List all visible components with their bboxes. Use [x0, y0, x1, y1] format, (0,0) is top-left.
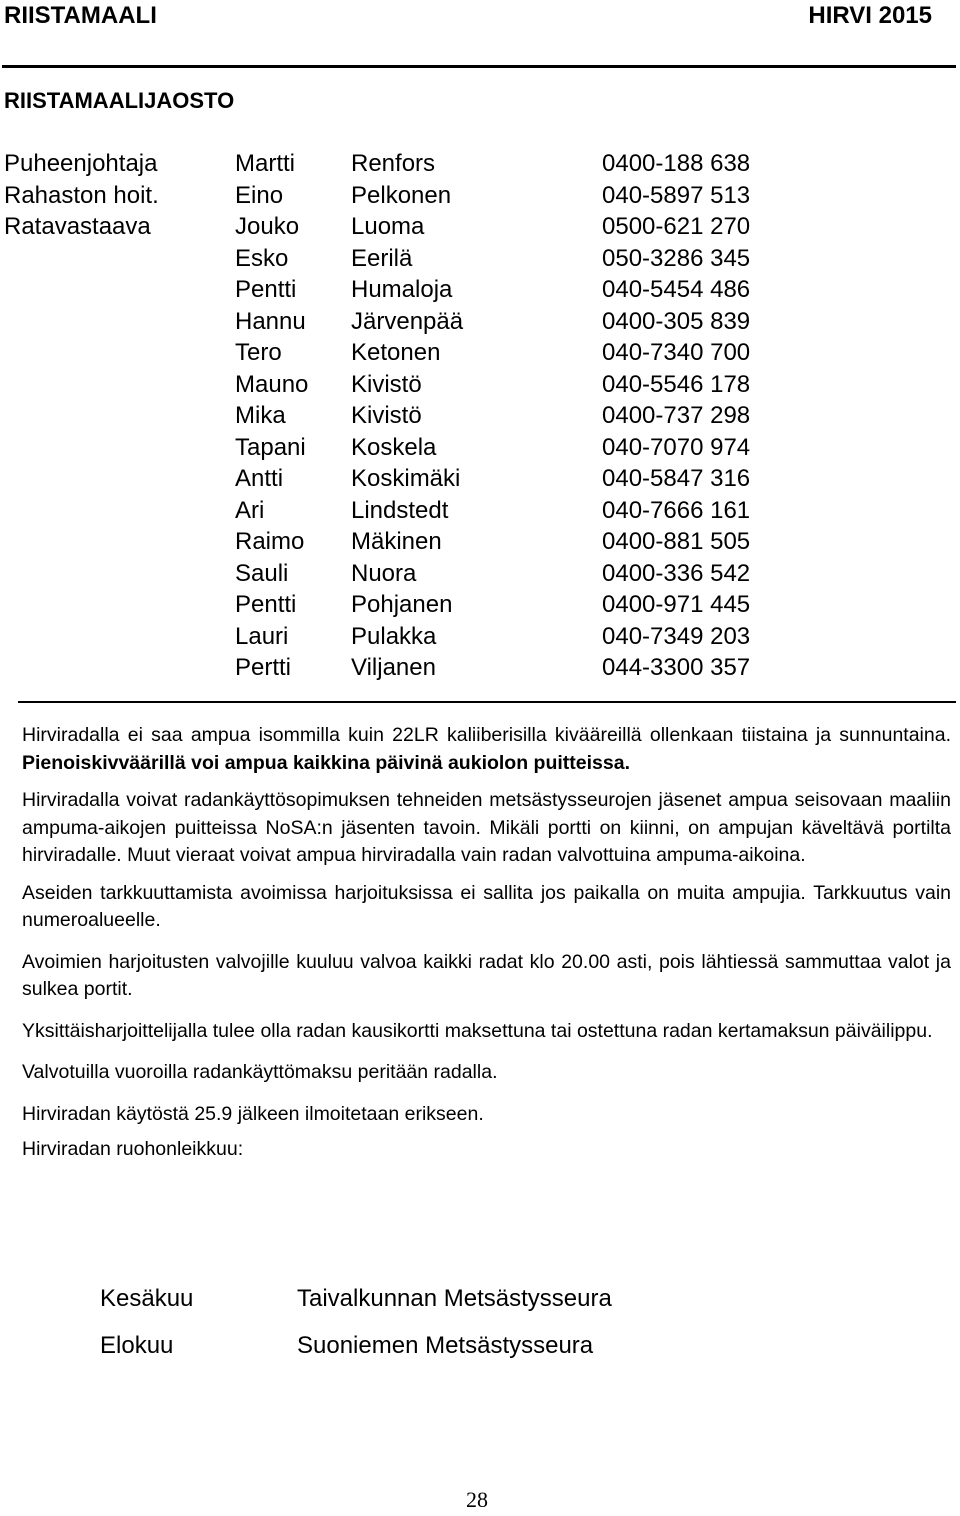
rule-paragraph: Hirviradan käytöstä 25.9 jälkeen ilmoitetaan erikseen.	[22, 1102, 484, 1125]
member-first-name: Mika	[235, 402, 286, 429]
page-header	[4, 0, 932, 30]
member-first-name: Jouko	[235, 213, 300, 240]
member-phone: 040-7666 161	[602, 496, 751, 524]
member-first-name: Lauri	[235, 622, 289, 650]
member-role: Rahaston hoit.	[4, 181, 159, 209]
member-last-name: Eerilä	[351, 244, 413, 272]
rule-paragraph: Aseiden tarkkuuttamista avoimissa harjoituksissa ei sallita jos paikalla on muita ampujia. Tarkkuutus vain numeroalueelle.	[22, 881, 951, 931]
member-row	[4, 148, 864, 180]
member-row	[4, 274, 864, 306]
member-row	[4, 243, 864, 275]
member-row	[4, 400, 864, 432]
rule-paragraph	[22, 722, 951, 777]
member-phone: 0400-188 638	[602, 150, 751, 177]
member-row	[4, 621, 864, 653]
member-first-name: Mauno	[235, 370, 309, 398]
member-last-name: Viljanen	[351, 654, 436, 681]
header-divider	[2, 65, 956, 68]
member-first-name: Hannu	[235, 307, 306, 335]
member-last-name: Järvenpää	[351, 307, 464, 335]
rule-text-bold: Pienoiskivväärillä voi ampua kaikkina päivinä aukiolon puitteissa.	[22, 751, 630, 774]
member-phone: 050-3286 345	[602, 244, 751, 272]
rules-text	[22, 722, 951, 1174]
member-phone: 0400-881 505	[602, 528, 751, 555]
mowing-month: Kesäkuu	[100, 1285, 194, 1312]
member-phone: 040-5454 486	[602, 276, 751, 303]
member-phone: 040-5897 513	[602, 181, 751, 209]
rule-text: Hirviradalla ei saa ampua isommilla kuin 22LR kaliiberisilla kivääreillä ollenkaan tiistaina ja sunnuntaina.	[22, 724, 951, 746]
member-phone: 0400-305 839	[602, 307, 751, 335]
member-row	[4, 495, 864, 527]
member-last-name: Pulakka	[351, 622, 437, 650]
member-row	[4, 526, 864, 558]
header-section: HIRVI 2015	[808, 2, 932, 29]
member-list	[4, 148, 864, 684]
page-number: 28	[466, 1487, 488, 1512]
member-last-name: Nuora	[351, 559, 417, 587]
member-last-name: Kivistö	[351, 370, 422, 398]
member-phone: 040-7340 700	[602, 339, 751, 366]
member-phone: 040-5847 316	[602, 465, 751, 492]
member-row	[4, 180, 864, 212]
member-last-name: Pohjanen	[351, 591, 453, 618]
member-last-name: Mäkinen	[351, 528, 442, 555]
member-first-name: Ari	[235, 496, 265, 524]
member-first-name: Eino	[235, 181, 284, 209]
member-row	[4, 369, 864, 401]
member-first-name: Pertti	[235, 654, 292, 681]
member-last-name: Koskimäki	[351, 465, 461, 492]
member-row	[4, 211, 864, 243]
member-last-name: Kivistö	[351, 402, 422, 429]
member-first-name: Antti	[235, 465, 284, 492]
rule-paragraph: Yksittäisharjoittelijalla tulee olla radan kausikortti maksettuna tai ostettuna radan kertamaksun päiväilippu.	[22, 1019, 933, 1042]
member-phone: 040-5546 178	[602, 370, 751, 398]
member-phone: 044-3300 357	[602, 654, 751, 681]
member-role: Ratavastaava	[4, 213, 151, 240]
member-row	[4, 463, 864, 495]
member-row	[4, 589, 864, 621]
member-phone: 0500-621 270	[602, 213, 751, 240]
section-divider	[18, 701, 956, 703]
mowing-club: Taivalkunnan Metsästysseura	[297, 1285, 612, 1312]
member-last-name: Pelkonen	[351, 181, 452, 209]
header-title: RIISTAMAALI	[4, 2, 157, 29]
member-last-name: Lindstedt	[351, 496, 449, 524]
member-phone: 040-7070 974	[602, 433, 751, 461]
member-row	[4, 306, 864, 338]
member-last-name: Humaloja	[351, 276, 453, 303]
member-phone: 0400-971 445	[602, 591, 751, 618]
member-row	[4, 652, 864, 684]
member-first-name: Raimo	[235, 528, 305, 555]
member-first-name: Esko	[235, 244, 289, 272]
member-first-name: Martti	[235, 150, 295, 177]
member-first-name: Tero	[235, 339, 282, 366]
rule-paragraph: Avoimien harjoitusten valvojille kuuluu valvoa kaikki radat klo 20.00 asti, pois lähtiessä sammuttaa valot ja sulkea portit.	[22, 950, 951, 1000]
mowing-heading: Hirviradan ruohonleikkuu:	[22, 1138, 244, 1160]
member-last-name: Ketonen	[351, 339, 441, 366]
mowing-month: Elokuu	[100, 1332, 174, 1359]
member-role: Puheenjohtaja	[4, 150, 158, 177]
member-first-name: Sauli	[235, 559, 289, 587]
member-last-name: Renfors	[351, 150, 436, 177]
member-phone: 0400-737 298	[602, 402, 751, 429]
member-row	[4, 337, 864, 369]
member-row	[4, 558, 864, 590]
member-phone: 0400-336 542	[602, 559, 751, 587]
member-first-name: Tapani	[235, 433, 306, 461]
member-first-name: Pentti	[235, 591, 297, 618]
mowing-club: Suoniemen Metsästysseura	[297, 1332, 594, 1359]
committee-title: RIISTAMAALIJAOSTO	[4, 88, 235, 113]
rule-paragraph: Valvotuilla vuoroilla radankäyttömaksu peritään radalla.	[22, 1061, 498, 1083]
member-last-name: Luoma	[351, 213, 425, 240]
rule-paragraph: Hirviradalla voivat radankäyttösopimuksen tehneiden metsästysseurojen jäsenet ampua seisovaan maaliin ampuma-aikojen puitteissa NoSA:n jäsenten tavoin. Mikäli portti on kiinni, on ampujan käveltävä portilta hirviradalle. Muut vieraat voivat ampua hirviradalla vain radan valvottuina ampuma-aikoina.	[22, 789, 951, 866]
member-row	[4, 432, 864, 464]
member-phone: 040-7349 203	[602, 622, 751, 650]
member-last-name: Koskela	[351, 433, 437, 461]
member-first-name: Pentti	[235, 276, 297, 303]
